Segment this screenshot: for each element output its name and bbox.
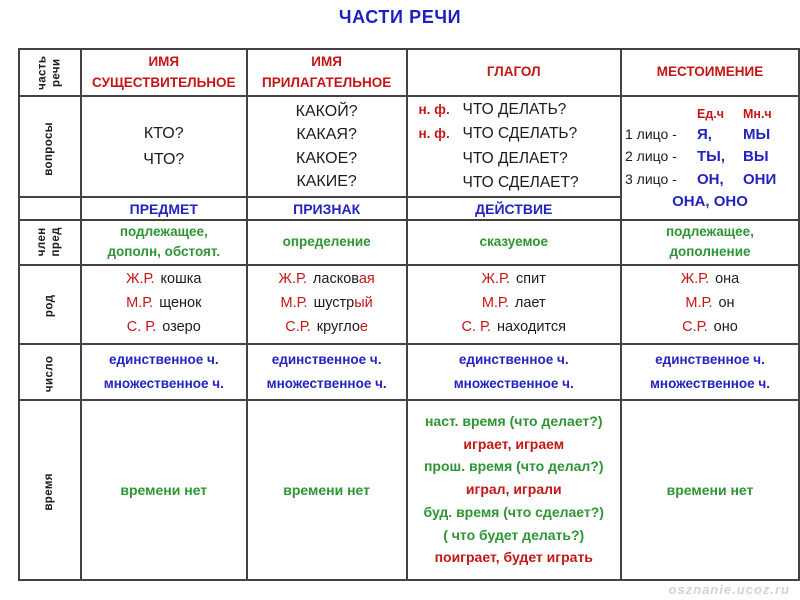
member-adjective-cell: определение	[247, 220, 407, 265]
pronoun-person-row: 1 лицо - Я, МЫ	[624, 125, 771, 143]
gender-verb-cell: Ж.Р. спит М.Р. лает С. Р. находится	[407, 265, 621, 344]
tense-row	[19, 400, 799, 580]
parts-of-speech-table	[18, 48, 800, 581]
member-noun-cell: подлежащее, дополн, обстоят.	[81, 220, 247, 265]
pronoun-person-row: 2 лицо - ТЫ, ВЫ	[624, 148, 769, 166]
number-adjective-cell: единственное ч. множественное ч.	[247, 344, 407, 400]
row-label-number: число	[19, 344, 81, 400]
member-pronoun-cell: подлежащее, дополнение	[621, 220, 799, 265]
row-label-sentence-member: член пред	[19, 220, 81, 265]
member-verb-cell: сказуемое	[407, 220, 621, 265]
number-row	[19, 344, 799, 400]
gender-adjective-cell: Ж.Р. ласковая М.Р. шустрый С.Р. круглое	[247, 265, 407, 344]
infinitive-marker: н. ф.	[418, 102, 450, 118]
gender-noun-cell: Ж.Р. кошка М.Р. щенок С. Р. озеро	[81, 265, 247, 344]
number-pronoun-cell: единственное ч. множественное ч.	[621, 344, 799, 400]
infinitive-marker: н. ф.	[418, 126, 450, 142]
gender-pronoun-cell: Ж.Р. она М.Р. он С.Р. оно	[621, 265, 799, 344]
meaning-verb: ДЕЙСТВИЕ	[407, 197, 621, 220]
row-label-gender: род	[19, 265, 81, 344]
questions-pronoun-cell	[621, 96, 799, 220]
pronoun-person-row: 3 лицо - ОН, ОНИ	[624, 170, 777, 188]
gender-row	[19, 265, 799, 344]
row-label-questions: вопросы	[19, 96, 81, 197]
tense-adjective-cell: времени нет	[247, 400, 407, 580]
header-row	[19, 49, 799, 96]
col-header-noun: ИМЯ СУЩЕСТВИТЕЛЬНОЕ	[81, 49, 247, 96]
meaning-noun: ПРЕДМЕТ	[81, 197, 247, 220]
questions-row	[19, 96, 799, 197]
questions-adjective-cell: КАКОЙ? КАКАЯ? КАКОЕ? КАКИЕ?	[247, 96, 407, 197]
watermark: osznanie.ucoz.ru	[668, 582, 790, 597]
col-header-pronoun: МЕСТОИМЕНИЕ	[621, 49, 799, 96]
col-header-adjective: ИМЯ ПРИЛАГАТЕЛЬНОЕ	[247, 49, 407, 96]
meaning-adjective: ПРИЗНАК	[247, 197, 407, 220]
questions-verb-cell: н. ф. ЧТО ДЕЛАТЬ? н. ф. ЧТО СДЕЛАТЬ? ЧТО ДЕЛАЕТ? ЧТО СДЕЛАЕТ?	[407, 96, 621, 197]
row-label-empty	[19, 197, 81, 220]
tense-pronoun-cell: времени нет	[621, 400, 799, 580]
row-label-tense: время	[19, 400, 81, 580]
number-verb-cell: единственное ч. множественное ч.	[407, 344, 621, 400]
tense-verb-cell: наст. время (что делает?) играет, играем прош. время (что делал?) играл, играли буд. время (что сделает?) ( что будет делать?) поиграет, будет играть	[407, 400, 621, 580]
singular-column-header: Ед.ч	[696, 106, 724, 121]
number-noun-cell: единственное ч. множественное ч.	[81, 344, 247, 400]
sentence-member-row	[19, 220, 799, 265]
row-label-part-of-speech	[19, 49, 81, 96]
row-label-part-of-speech-text: часть речи	[36, 55, 62, 90]
tense-noun-cell: времени нет	[81, 400, 247, 580]
plural-column-header: Мн.ч	[742, 106, 772, 121]
col-header-verb: ГЛАГОЛ	[407, 49, 621, 96]
questions-noun-cell: КТО? ЧТО?	[81, 96, 247, 197]
page-title: ЧАСТИ РЕЧИ	[338, 7, 462, 27]
pronoun-extra: ОНА, ОНО	[672, 193, 748, 211]
